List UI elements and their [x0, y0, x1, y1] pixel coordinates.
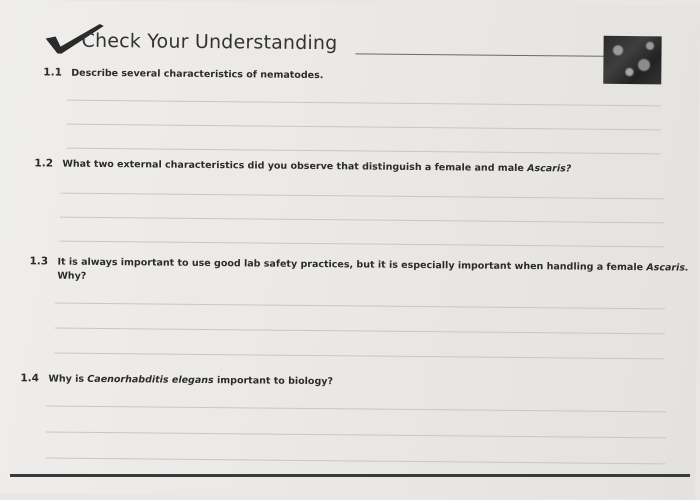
answer-line[interactable]: [67, 148, 661, 155]
specimen-photo: [603, 36, 661, 85]
answer-line[interactable]: [60, 241, 664, 248]
question-1-4: [20, 372, 333, 387]
page-title: Check Your Understanding: [81, 29, 338, 55]
question-text: It is always important to use good lab safety practices, but it is especially important when handling a female: [57, 256, 647, 274]
question-text: Describe several characteristics of nematodes.: [71, 67, 324, 82]
question-italic-term: Ascaris?: [527, 163, 572, 175]
answer-line[interactable]: [67, 124, 661, 131]
question-number: 1.2: [34, 157, 54, 170]
question-text: Why is: [48, 373, 88, 385]
question-number: 1.3: [29, 255, 49, 268]
question-text: important to biology?: [213, 375, 334, 388]
answer-line[interactable]: [55, 303, 665, 310]
question-italic-term: Caenorhabditis elegans: [87, 373, 214, 387]
question-text: What two external characteristics did you observe that distinguish a female and male: [62, 158, 528, 175]
question-1-2: [34, 157, 571, 174]
answer-line[interactable]: [55, 353, 665, 360]
answer-line[interactable]: [60, 217, 664, 224]
question-1-3: [29, 255, 688, 287]
question-number: 1.1: [43, 66, 62, 79]
answer-line[interactable]: [46, 405, 666, 412]
answer-line[interactable]: [46, 457, 666, 464]
answer-line[interactable]: [46, 431, 666, 438]
question-1-1: [43, 66, 323, 81]
answer-line[interactable]: [55, 328, 665, 335]
title-underline: [355, 53, 603, 56]
answer-line[interactable]: [60, 193, 664, 200]
question-number: 1.4: [20, 372, 40, 385]
bottom-rule: [10, 474, 690, 477]
question-italic-term: Ascaris.: [646, 262, 689, 274]
answer-line[interactable]: [67, 100, 661, 107]
question-text-continued: Why?: [57, 270, 87, 282]
